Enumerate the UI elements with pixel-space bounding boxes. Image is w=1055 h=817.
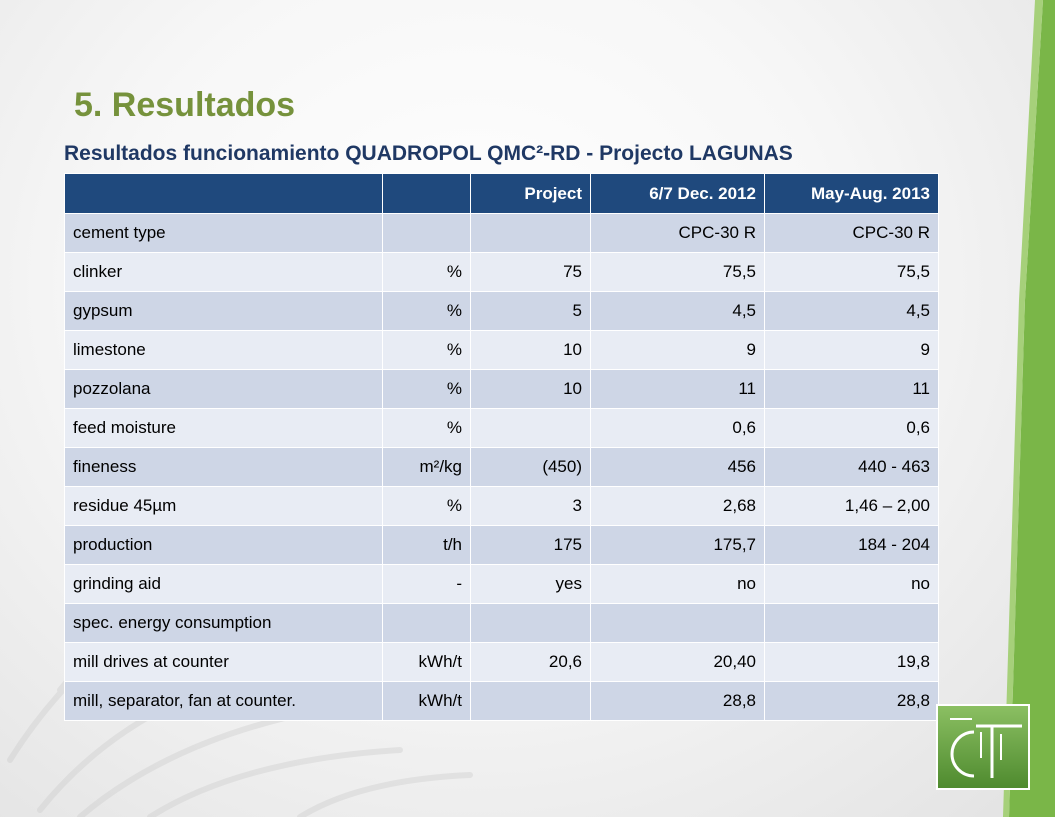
row-label: clinker bbox=[65, 253, 383, 292]
unit-cell: kWh/t bbox=[383, 682, 471, 721]
unit-cell: % bbox=[383, 409, 471, 448]
dec-2012-value: 456 bbox=[591, 448, 765, 487]
congreso-tecnico-logo bbox=[936, 704, 1030, 790]
unit-cell: t/h bbox=[383, 526, 471, 565]
dec-2012-value: no bbox=[591, 565, 765, 604]
may-aug-2013-value: 9 bbox=[765, 331, 939, 370]
table-row bbox=[65, 487, 939, 526]
unit-cell: % bbox=[383, 370, 471, 409]
may-aug-2013-value: CPC-30 R bbox=[765, 214, 939, 253]
row-label: cement type bbox=[65, 214, 383, 253]
slide-title: 5. Resultados bbox=[74, 86, 296, 124]
dec-2012-value: 2,68 bbox=[591, 487, 765, 526]
dec-2012-value: CPC-30 R bbox=[591, 214, 765, 253]
project-value bbox=[471, 682, 591, 721]
may-aug-2013-value: no bbox=[765, 565, 939, 604]
may-aug-2013-value: 11 bbox=[765, 370, 939, 409]
project-value: 75 bbox=[471, 253, 591, 292]
unit-cell: % bbox=[383, 253, 471, 292]
project-value bbox=[471, 604, 591, 643]
dec-2012-value bbox=[591, 604, 765, 643]
row-label: feed moisture bbox=[65, 409, 383, 448]
table-row bbox=[65, 331, 939, 370]
header-cell: Project bbox=[471, 174, 591, 214]
unit-cell: m²/kg bbox=[383, 448, 471, 487]
dec-2012-value: 75,5 bbox=[591, 253, 765, 292]
table-row bbox=[65, 292, 939, 331]
row-label: fineness bbox=[65, 448, 383, 487]
green-stripe-decoration bbox=[995, 0, 1055, 817]
table-row bbox=[65, 214, 939, 253]
dec-2012-value: 9 bbox=[591, 331, 765, 370]
table-row bbox=[65, 565, 939, 604]
may-aug-2013-value bbox=[765, 604, 939, 643]
dec-2012-value: 175,7 bbox=[591, 526, 765, 565]
dec-2012-value: 0,6 bbox=[591, 409, 765, 448]
project-value: 5 bbox=[471, 292, 591, 331]
table-row bbox=[65, 409, 939, 448]
project-value: 10 bbox=[471, 331, 591, 370]
dec-2012-value: 4,5 bbox=[591, 292, 765, 331]
table-row bbox=[65, 253, 939, 292]
project-value: 20,6 bbox=[471, 643, 591, 682]
row-label: production bbox=[65, 526, 383, 565]
header-cell: 6/7 Dec. 2012 bbox=[591, 174, 765, 214]
row-label: grinding aid bbox=[65, 565, 383, 604]
may-aug-2013-value: 4,5 bbox=[765, 292, 939, 331]
table-row bbox=[65, 448, 939, 487]
project-value: 175 bbox=[471, 526, 591, 565]
unit-cell: % bbox=[383, 331, 471, 370]
may-aug-2013-value: 184 - 204 bbox=[765, 526, 939, 565]
table-row bbox=[65, 526, 939, 565]
unit-cell: - bbox=[383, 565, 471, 604]
row-label: mill drives at counter bbox=[65, 643, 383, 682]
may-aug-2013-value: 75,5 bbox=[765, 253, 939, 292]
table-header-row bbox=[65, 174, 939, 214]
header-cell bbox=[65, 174, 383, 214]
project-value: 3 bbox=[471, 487, 591, 526]
may-aug-2013-value: 1,46 – 2,00 bbox=[765, 487, 939, 526]
may-aug-2013-value: 19,8 bbox=[765, 643, 939, 682]
row-label: residue 45µm bbox=[65, 487, 383, 526]
project-value: (450) bbox=[471, 448, 591, 487]
table-row bbox=[65, 643, 939, 682]
unit-cell: kWh/t bbox=[383, 643, 471, 682]
unit-cell: % bbox=[383, 292, 471, 331]
row-label: gypsum bbox=[65, 292, 383, 331]
row-label: spec. energy consumption bbox=[65, 604, 383, 643]
project-value bbox=[471, 214, 591, 253]
table-row bbox=[65, 604, 939, 643]
unit-cell: % bbox=[383, 487, 471, 526]
may-aug-2013-value: 0,6 bbox=[765, 409, 939, 448]
row-label: limestone bbox=[65, 331, 383, 370]
may-aug-2013-value: 440 - 463 bbox=[765, 448, 939, 487]
project-value: 10 bbox=[471, 370, 591, 409]
unit-cell bbox=[383, 214, 471, 253]
table-row bbox=[65, 682, 939, 721]
header-cell: May-Aug. 2013 bbox=[765, 174, 939, 214]
may-aug-2013-value: 28,8 bbox=[765, 682, 939, 721]
dec-2012-value: 28,8 bbox=[591, 682, 765, 721]
row-label: mill, separator, fan at counter. bbox=[65, 682, 383, 721]
dec-2012-value: 20,40 bbox=[591, 643, 765, 682]
row-label: pozzolana bbox=[65, 370, 383, 409]
dec-2012-value: 11 bbox=[591, 370, 765, 409]
project-value bbox=[471, 409, 591, 448]
project-value: yes bbox=[471, 565, 591, 604]
slide-subtitle: Resultados funcionamiento QUADROPOL QMC²-RD - Projecto LAGUNAS bbox=[64, 142, 793, 165]
unit-cell bbox=[383, 604, 471, 643]
results-table bbox=[64, 173, 939, 721]
table-row bbox=[65, 370, 939, 409]
header-cell bbox=[383, 174, 471, 214]
